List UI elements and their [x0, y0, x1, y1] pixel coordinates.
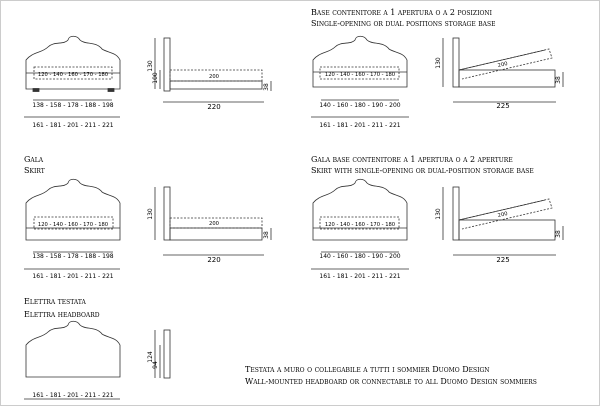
length-225-label: 225 — [496, 256, 510, 264]
height-38-label: 38 — [555, 230, 562, 238]
gala-storage-title-it: Gala base contenitore a 1 apertura o a 2 aperture — [311, 155, 513, 164]
overall-widths-label: 161 - 181 - 201 - 211 - 221 — [32, 392, 114, 399]
frame-widths-label: 140 - 160 - 180 - 190 - 200 — [319, 102, 401, 109]
height-38-label: 38 — [263, 83, 270, 91]
storage-title-it: Base contenitore a 1 apertura o a 2 posizioni — [311, 8, 492, 17]
length-220-label: 220 — [207, 256, 221, 264]
height-130-label: 130 — [147, 208, 154, 220]
elettra-title-it: Elettra testata — [24, 297, 86, 306]
height-124-label: 124 — [147, 351, 154, 363]
elettra-title-en: Elettra headboard — [24, 310, 100, 319]
frame-widths-label: 138 - 158 - 178 - 188 - 198 — [32, 102, 114, 109]
mattress-widths-label: 120 - 140 - 160 - 170 - 180 — [37, 222, 109, 228]
height-38-label: 38 — [555, 76, 562, 84]
gala-storage-title-en: Skirt with single-opening or dual-position storage base — [311, 166, 534, 175]
side-200-label: 200 — [497, 210, 509, 220]
sheet-border — [1, 1, 600, 406]
height-94-label: 94 — [152, 361, 159, 369]
mattress-widths-label: 120 - 140 - 160 - 170 - 180 — [324, 222, 396, 228]
length-220-label: 220 — [207, 103, 221, 111]
storage-title-en: Single-opening or dual positions storage base — [311, 19, 496, 28]
length-225-label: 225 — [496, 102, 510, 110]
mattress-widths-label: 120 - 140 - 160 - 170 - 180 — [324, 72, 396, 78]
side-200-label: 200 — [209, 221, 219, 227]
gala-title: Gala — [24, 155, 44, 164]
mattress-widths-label: 120 - 140 - 160 - 170 - 180 — [37, 72, 109, 78]
foot-right — [108, 89, 114, 92]
height-130-label: 130 — [147, 60, 154, 72]
overall-widths-label: 161 - 181 - 201 - 211 - 221 — [32, 273, 114, 280]
height-130-label: 130 — [435, 57, 442, 69]
side-200-label: 200 — [209, 74, 219, 80]
overall-widths-label: 161 - 181 - 201 - 211 - 221 — [32, 122, 114, 129]
height-100-label: 100 — [152, 72, 159, 84]
overall-widths-label: 161 - 181 - 201 - 211 - 221 — [319, 273, 401, 280]
height-130-label: 130 — [435, 208, 442, 220]
footer-note-it: Testata a muro o collegabile a tutti i sommier Duomo Design — [245, 365, 490, 374]
skirt-title: Skirt — [24, 166, 45, 175]
height-38-label: 38 — [263, 231, 270, 239]
frame-widths-label: 140 - 160 - 180 - 190 - 200 — [319, 253, 401, 260]
frame-widths-label: 138 - 158 - 178 - 188 - 198 — [32, 253, 114, 260]
foot-left — [33, 89, 39, 92]
side-200-label: 200 — [497, 60, 509, 70]
overall-widths-label: 161 - 181 - 201 - 211 - 221 — [319, 122, 401, 129]
footer-note-en: Wall-mounted headboard or connectable to all Duomo Design sommiers — [245, 377, 537, 386]
